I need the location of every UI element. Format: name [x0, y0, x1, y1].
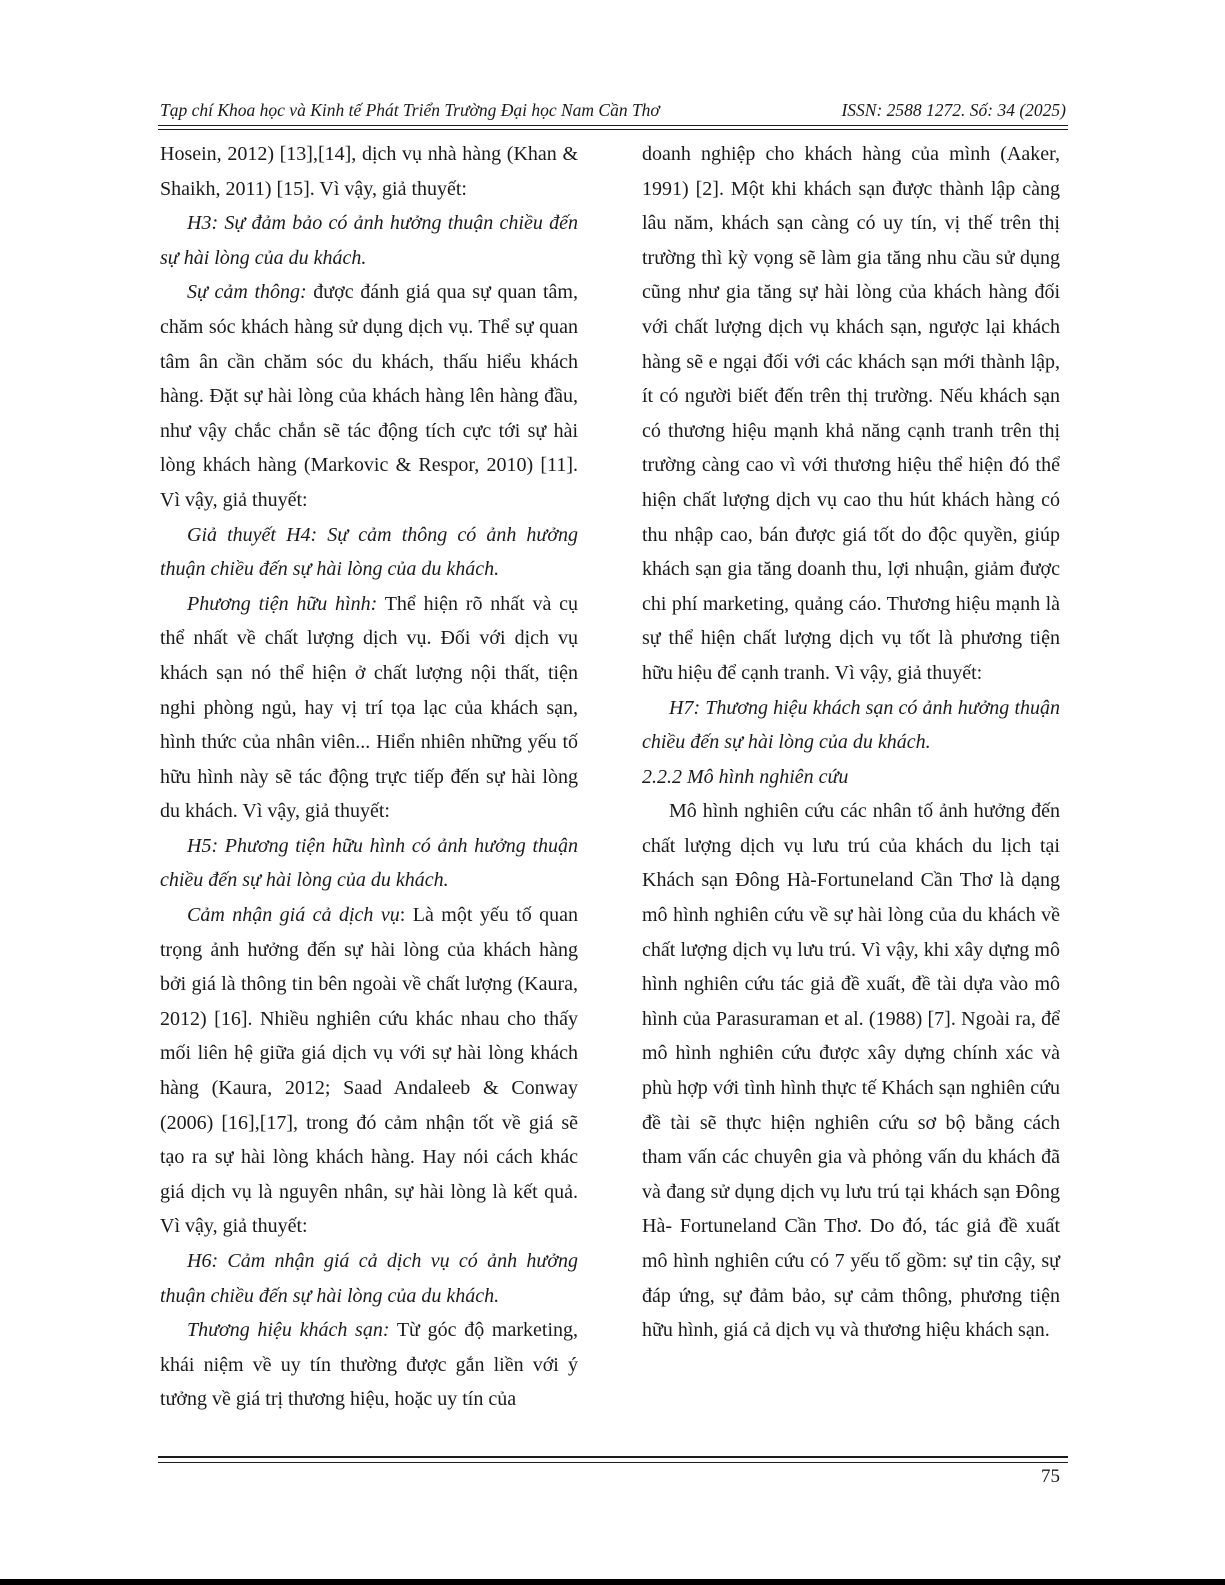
- left-column: [160, 137, 578, 1417]
- term-empathy: Sự cảm thông:: [187, 281, 307, 304]
- hypothesis-h7: H7: Thương hiệu khách sạn có ảnh hưởng thuận chiều đến sự hài lòng của du khách.: [642, 696, 1060, 754]
- hypothesis-h3: H3: Sự đảm bảo có ảnh hưởng thuận chiều đến sự hài lòng của du khách.: [160, 212, 578, 269]
- paragraph-price: [160, 898, 578, 1244]
- term-tangibles: Phương tiện hữu hình:: [187, 592, 378, 615]
- scan-border: [0, 1579, 1225, 1585]
- header-rule: [158, 125, 1068, 126]
- issn-issue: ISSN: 2588 1272. Số: 34 (2025): [841, 100, 1066, 120]
- paragraph-empathy: [160, 275, 578, 517]
- footer-rule-thin: [158, 1462, 1068, 1463]
- paragraph-tangibles: [160, 587, 578, 829]
- hypothesis-h5: H5: Phương tiện hữu hình có ảnh hưởng thuận chiều đến sự hài lòng của du khách.: [160, 834, 578, 892]
- section-heading: 2.2.2 Mô hình nghiên cứu: [642, 765, 849, 788]
- term-brand: Thương hiệu khách sạn:: [187, 1319, 390, 1342]
- paragraph-brand-continued: doanh nghiệp cho khách hàng của mình (Aaker, 1991) [2]. Một khi khách sạn được thành lập càng lâu năm, khách sạn càng có uy tín, vị thế trên thị trường thì kỳ vọng sẽ làm gia tăng nhu cầu sử dụng cũng như gia tăng sự hài lòng của khách hàng đối với chất lượng dịch vụ khách sạn, ngược lại khách hàng sẽ e ngại đối với các khách sạn mới thành lập, ít có người biết đến trên thị trường. Nếu khách sạn có thương hiệu mạnh khả năng cạnh tranh trên thị trường càng cao vì với thương hiệu thể hiện đó thể hiện chất lượng dịch vụ cao thu hút khách hàng có thu nhập cao, bán được giá tốt do độc quyền, giúp khách sạn gia tăng doanh thu, lợi nhuận, giảm được chi phí marketing, quảng cáo. Thương hiệu mạnh là sự thể hiện chất lượng dịch vụ tốt là phương tiện hữu hiệu để cạnh tranh. Vì vậy, giả thuyết:: [642, 143, 1060, 684]
- paragraph-brand: [160, 1313, 578, 1417]
- brand-body: Từ góc độ marketing, khái niệm về uy tín thường được gắn liền với ý tưởng về giá trị thương hiệu, hoặc uy tín của: [160, 1319, 578, 1411]
- hypothesis-h6: H6: Cảm nhận giá cả dịch vụ có ảnh hưởng thuận chiều đến sự hài lòng của du khách.: [160, 1250, 578, 1307]
- tangibles-body: Thể hiện rõ nhất và cụ thể nhất về chất lượng dịch vụ. Đối với dịch vụ khách sạn nó thể hiện ở chất lượng nội thất, tiện nghi phòng ngủ, hay vị trí tọa lạc của khách sạn, hình thức của nhân viên... Hiển nhiên những yếu tố hữu hình này sẽ tác động trực tiếp đến sự hài lòng du khách. Vì vậy, giả thuyết:: [160, 592, 579, 823]
- header-rule-thin: [158, 129, 1068, 130]
- term-price: Cảm nhận giá cả dịch vụ: [187, 904, 400, 927]
- running-header: [160, 100, 1066, 121]
- hypothesis-h4: Giả thuyết H4: Sự cảm thông có ảnh hưởng thuận chiều đến sự hài lòng của du khách.: [160, 523, 578, 581]
- right-column: [642, 137, 1060, 1348]
- journal-title: Tạp chí Khoa học và Kinh tế Phát Triển Trường Đại học Nam Cần Thơ: [160, 100, 660, 120]
- footer-rule: [158, 1456, 1068, 1458]
- paragraph-research-model: Mô hình nghiên cứu các nhân tố ảnh hưởng đến chất lượng dịch vụ lưu trú của khách du lịch tại Khách sạn Đông Hà-Fortuneland Cần Thơ là dạng mô hình nghiên cứu về sự hài lòng của du khách về chất lượng dịch vụ lưu trú. Vì vậy, khi xây dựng mô hình nghiên cứu tác giả đề xuất, đề tài dựa vào mô hình của Parasuraman et al. (1988) [7]. Ngoài ra, để mô hình nghiên cứu được xây dựng chính xác và phù hợp với tình hình thực tế Khách sạn nghiên cứu đề tài sẽ thực hiện nghiên cứu sơ bộ bằng cách tham vấn các chuyên gia và phỏng vấn du khách đã và đang sử dụng dịch vụ lưu trú tại khách sạn Đông Hà- Fortuneland Cần Thơ. Do đó, tác giả đề xuất mô hình nghiên cứu có 7 yếu tố gồm: sự tin cậy, sự đáp ứng, sự đảm bảo, sự cảm thông, phương tiện hữu hình, giá cả dịch vụ và thương hiệu khách sạn.: [642, 800, 1060, 1342]
- price-body: : Là một yếu tố quan trọng ảnh hưởng đến sự hài lòng của khách hàng bởi giá là thông tin bên ngoài về chất lượng (Kaura, 2012) [16]. Nhiều nghiên cứu khác nhau cho thấy mối liên hệ giữa giá dịch vụ với sự hài lòng khách hàng (Kaura, 2012; Saad Andaleeb & Conway (2006) [16],[17], trong đó cảm nhận tốt về giá sẽ tạo ra sự hài lòng khách hàng. Hay nói cách khác giá dịch vụ là nguyên nhân, sự hài lòng là kết quả. Vì vậy, giả thuyết:: [160, 904, 579, 1238]
- empathy-body: được đánh giá qua sự quan tâm, chăm sóc khách hàng sử dụng dịch vụ. Thể sự quan tâm ân cần chăm sóc du khách, thấu hiểu khách hàng. Đặt sự hài lòng của khách hàng lên hàng đầu, như vậy chắc chắn sẽ tác động tích cực tới sự hài lòng khách hàng (Markovic & Respor, 2010) [11]. Vì vậy, giả thuyết:: [160, 281, 578, 511]
- paragraph-continued: Hosein, 2012) [13],[14], dịch vụ nhà hàng (Khan & Shaikh, 2011) [15]. Vì vậy, giả thuyết:: [160, 143, 578, 200]
- page-number: 75: [1041, 1466, 1060, 1487]
